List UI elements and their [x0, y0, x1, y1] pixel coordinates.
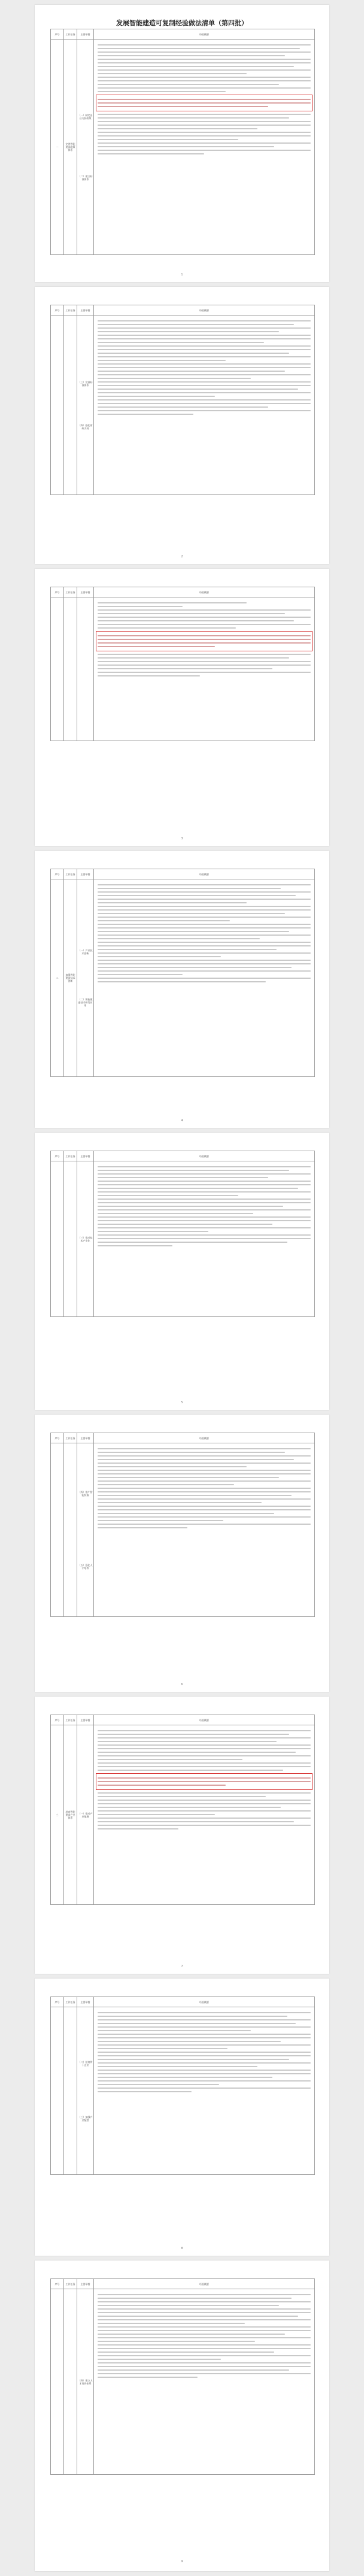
- measure-cell: [77, 2289, 94, 2475]
- measure-label: （一）制定出台支持政策: [78, 113, 93, 120]
- task-cell: [64, 1161, 77, 1317]
- page-number: 6: [181, 1683, 183, 1686]
- header-summary: 经验概要: [94, 1151, 315, 1161]
- summary-cell: [94, 2289, 315, 2475]
- measure-label: （二）建立标准体系: [78, 174, 93, 181]
- header-seq: 序号: [51, 29, 64, 40]
- header-measure: 主要举措: [77, 587, 94, 597]
- header-seq: 序号: [51, 1151, 64, 1161]
- document-page: [35, 287, 329, 564]
- task-cell: [64, 597, 77, 741]
- header-measure: 主要举措: [77, 1997, 94, 2007]
- header-summary: 经验概要: [94, 587, 315, 597]
- experience-table: [50, 1151, 315, 1317]
- header-seq: 序号: [51, 305, 64, 315]
- header-seq: 序号: [51, 1997, 64, 2007]
- summary-cell: [94, 315, 315, 495]
- page-number: 4: [181, 1119, 183, 1122]
- header-summary: 经验概要: [94, 869, 315, 879]
- header-summary: 经验概要: [94, 1433, 315, 1443]
- header-task: 工作任务: [64, 29, 77, 40]
- measure-label: （三）加强产业配套: [78, 2115, 93, 2122]
- page-number: 3: [181, 837, 183, 841]
- seq-cell: [51, 2007, 64, 2175]
- measure-cell: [77, 2007, 94, 2175]
- measure-label: （四）强化财政支持: [78, 423, 93, 430]
- document-page: [35, 569, 329, 846]
- summary-cell: [94, 2007, 315, 2175]
- header-summary: 经验概要: [94, 29, 315, 40]
- highlighted-passage: [96, 95, 313, 111]
- measure-label: （四）建立人才培养体系: [78, 2378, 93, 2385]
- seq-cell: 一: [51, 40, 64, 255]
- header-task: 工作任务: [64, 1433, 77, 1443]
- header-measure: 主要举措: [77, 1151, 94, 1161]
- highlighted-passage: [96, 631, 313, 651]
- header-seq: 序号: [51, 1715, 64, 1725]
- measure-label: （三）完善标准体系: [78, 380, 93, 387]
- header-summary: 经验概要: [94, 1997, 315, 2007]
- header-task: 工作任务: [64, 305, 77, 315]
- experience-table: [50, 1997, 315, 2175]
- page-number: 9: [181, 2560, 183, 2563]
- measure-label: （四）推广智能装备: [78, 1490, 93, 1497]
- experience-table: [50, 305, 315, 495]
- measure-label: （一）产业技术创新: [78, 949, 93, 955]
- page-number: 7: [181, 1965, 183, 1968]
- header-task: 工作任务: [64, 587, 77, 597]
- summary-cell: [94, 597, 315, 741]
- header-seq: 序号: [51, 869, 64, 879]
- summary-cell: [94, 879, 315, 1077]
- experience-table: [50, 587, 315, 741]
- experience-table: [50, 1715, 315, 1905]
- header-measure: 主要举措: [77, 1715, 94, 1725]
- document-page: [35, 851, 329, 1128]
- header-task: 工作任务: [64, 1997, 77, 2007]
- summary-cell: [94, 1161, 315, 1317]
- measure-cell: [77, 879, 94, 1077]
- header-task: 工作任务: [64, 1715, 77, 1725]
- seq-cell: [51, 1161, 64, 1317]
- header-measure: 主要举措: [77, 29, 94, 40]
- header-seq: 序号: [51, 1433, 64, 1443]
- experience-table: [50, 1433, 315, 1617]
- document-page: [35, 1133, 329, 1410]
- experience-table: [50, 2278, 315, 2475]
- task-cell: 完善智能建造政策体系: [64, 40, 77, 255]
- task-cell: 加强智能建造技术创新: [64, 879, 77, 1077]
- header-measure: 主要举措: [77, 2279, 94, 2289]
- header-task: 工作任务: [64, 1151, 77, 1161]
- task-cell: [64, 1443, 77, 1617]
- header-seq: 序号: [51, 2279, 64, 2289]
- seq-cell: [51, 597, 64, 741]
- seq-cell: [51, 315, 64, 495]
- summary-cell: [94, 1725, 315, 1905]
- header-measure: 主要举措: [77, 869, 94, 879]
- header-task: 工作任务: [64, 2279, 77, 2289]
- measure-label: （三）推动技术产业化: [78, 1236, 93, 1242]
- header-measure: 主要举措: [77, 1433, 94, 1443]
- experience-table: [50, 29, 315, 255]
- header-task: 工作任务: [64, 869, 77, 879]
- measure-cell: [77, 315, 94, 495]
- experience-table: [50, 869, 315, 1077]
- document-page: [35, 5, 329, 282]
- header-summary: 经验概要: [94, 1715, 315, 1725]
- header-summary: 经验概要: [94, 2279, 315, 2289]
- measure-cell: [77, 1443, 94, 1617]
- task-cell: [64, 315, 77, 495]
- seq-cell: 三: [51, 1725, 64, 1905]
- task-cell: 培育智能建造产业体系: [64, 1725, 77, 1905]
- header-summary: 经验概要: [94, 305, 315, 315]
- measure-cell: [77, 1725, 94, 1905]
- highlighted-passage: [96, 1773, 313, 1790]
- measure-cell: [77, 1161, 94, 1317]
- page-number: 1: [181, 273, 183, 277]
- measure-label: （二）培育骨干企业: [78, 2060, 93, 2067]
- document-title: 发展智能建造可复制经验做法清单（第四批）: [116, 19, 248, 27]
- task-cell: [64, 2007, 77, 2175]
- header-seq: 序号: [51, 587, 64, 597]
- header-measure: 主要举措: [77, 305, 94, 315]
- page-number: 5: [181, 1401, 183, 1404]
- page-number: 2: [181, 555, 183, 559]
- measure-cell: [77, 40, 94, 255]
- summary-cell: [94, 40, 315, 255]
- measure-label: （一）推动产业集聚: [78, 1812, 93, 1818]
- seq-cell: [51, 1443, 64, 1617]
- task-cell: [64, 2289, 77, 2475]
- measure-cell: [77, 597, 94, 741]
- seq-cell: [51, 2289, 64, 2475]
- measure-label: （五）强化人才培养: [78, 1563, 93, 1570]
- summary-cell: [94, 1443, 315, 1617]
- document-page: [35, 1415, 329, 1692]
- measure-label: （二）智能建造技术研发应用: [78, 998, 93, 1007]
- seq-cell: 二: [51, 879, 64, 1077]
- document-page: [35, 2261, 329, 2571]
- document-page: [35, 1979, 329, 2256]
- document-page: [35, 1697, 329, 1974]
- page-number: 8: [181, 2247, 183, 2250]
